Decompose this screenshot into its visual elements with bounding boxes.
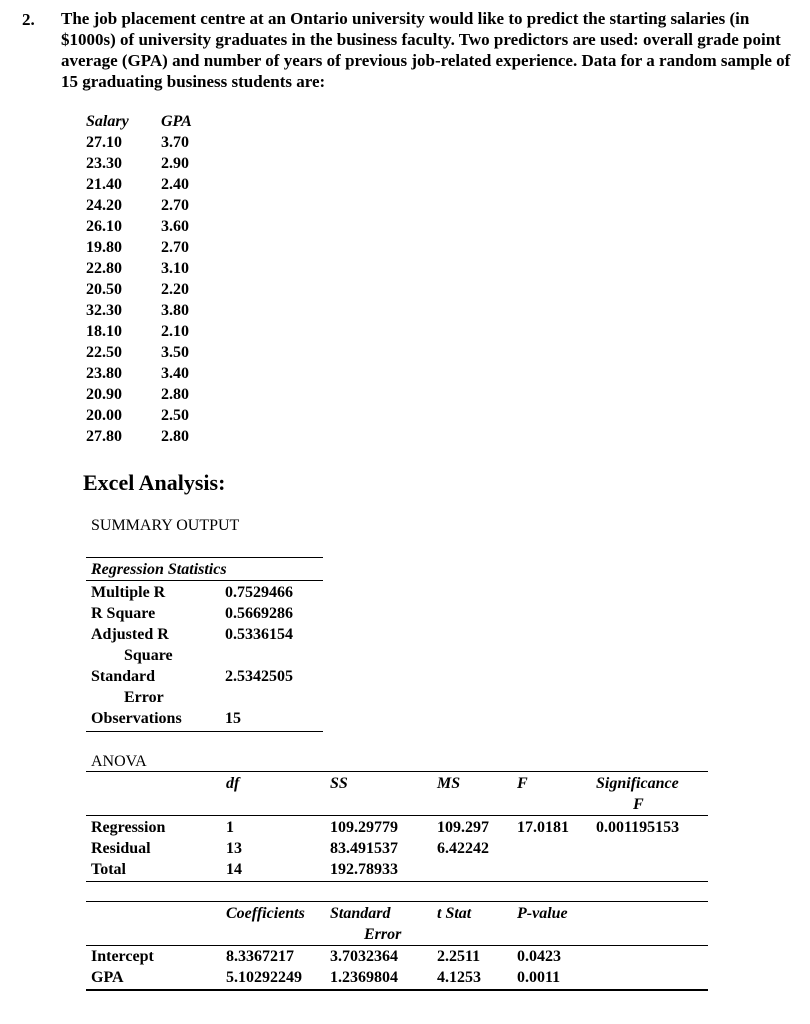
salary-cell: 23.80	[86, 365, 122, 382]
ms-header: MS	[437, 775, 461, 792]
intercept-coefficient: 8.3367217	[226, 948, 294, 965]
intercept-t-stat: 2.2511	[437, 948, 481, 965]
salary-cell: 19.80	[86, 239, 122, 256]
regression-significance: 0.001195153	[596, 819, 680, 836]
excel-analysis-title: Excel Analysis:	[83, 470, 226, 495]
gpa-cell: 2.10	[161, 323, 189, 340]
gpa-cell: 3.60	[161, 218, 189, 235]
table-rule	[86, 815, 708, 816]
intercept-p-value: 0.0423	[517, 948, 561, 965]
residual-ms: 6.42242	[437, 840, 489, 857]
multiple-r-label: Multiple R	[91, 584, 166, 601]
table-rule	[86, 557, 323, 558]
regression-row-label: Regression	[91, 819, 166, 836]
table-rule	[86, 945, 708, 946]
t-stat-header: t Stat	[437, 905, 472, 922]
gpa-cell: 2.70	[161, 197, 189, 214]
table-rule	[86, 580, 323, 581]
table-rule	[86, 731, 323, 732]
observations-value: 15	[225, 710, 241, 727]
regression-statistics-header: Regression Statistics	[91, 561, 227, 578]
adjusted-r-label: Adjusted R	[91, 626, 169, 643]
regression-ms: 109.297	[437, 819, 489, 836]
standard-error-header-cont: Error	[364, 926, 402, 943]
gpa-cell: 3.40	[161, 365, 189, 382]
gpa-cell: 3.80	[161, 302, 189, 319]
gpa-cell: 2.40	[161, 176, 189, 193]
salary-cell: 20.50	[86, 281, 122, 298]
gpa-row-label: GPA	[91, 969, 124, 986]
gpa-cell: 2.70	[161, 239, 189, 256]
gpa-cell: 2.80	[161, 428, 189, 445]
salary-cell: 27.80	[86, 428, 122, 445]
observations-label: Observations	[91, 710, 182, 727]
anova-title: ANOVA	[91, 753, 147, 770]
r-square-value: 0.5669286	[225, 605, 293, 622]
regression-df: 1	[226, 819, 234, 836]
gpa-standard-error: 1.2369804	[330, 969, 398, 986]
f-header: F	[517, 775, 528, 792]
salary-cell: 24.20	[86, 197, 122, 214]
intercept-standard-error: 3.7032364	[330, 948, 398, 965]
question-text: The job placement centre at an Ontario university would like to predict the starting salaries (in $1000s) of university graduates in the business faculty. Two predictors are used: overall grade point average (GPA) and number of years of previous job-related experience. Data for a random sample of 15 graduating business students are:	[61, 9, 791, 91]
residual-ss: 83.491537	[330, 840, 398, 857]
residual-df: 13	[226, 840, 242, 857]
salary-header: Salary	[86, 113, 129, 130]
significance-header-cont: F	[633, 796, 644, 813]
total-row-label: Total	[91, 861, 126, 878]
total-df: 14	[226, 861, 242, 878]
gpa-cell: 3.10	[161, 260, 189, 277]
gpa-cell: 3.50	[161, 344, 189, 361]
salary-cell: 18.10	[86, 323, 122, 340]
standard-error-label: Standard	[91, 668, 156, 685]
salary-cell: 21.40	[86, 176, 122, 193]
adjusted-r-label-cont: Square	[124, 647, 173, 664]
question-number: 2.	[22, 10, 35, 29]
gpa-cell: 2.20	[161, 281, 189, 298]
gpa-cell: 2.50	[161, 407, 189, 424]
ss-header: SS	[330, 775, 348, 792]
standard-error-label-cont: Error	[124, 689, 164, 706]
salary-cell: 22.50	[86, 344, 122, 361]
coefficients-header: Coefficients	[226, 905, 305, 922]
table-rule	[86, 901, 708, 902]
salary-cell: 23.30	[86, 155, 122, 172]
summary-output-label: SUMMARY OUTPUT	[91, 517, 240, 534]
adjusted-r-value: 0.5336154	[225, 626, 293, 643]
multiple-r-value: 0.7529466	[225, 584, 293, 601]
residual-row-label: Residual	[91, 840, 151, 857]
salary-cell: 32.30	[86, 302, 122, 319]
table-rule	[86, 989, 708, 991]
standard-error-value: 2.5342505	[225, 668, 293, 685]
gpa-cell: 2.90	[161, 155, 189, 172]
regression-ss: 109.29779	[330, 819, 398, 836]
salary-cell: 26.10	[86, 218, 122, 235]
intercept-row-label: Intercept	[91, 948, 154, 965]
table-rule	[86, 881, 708, 882]
regression-f: 17.0181	[517, 819, 569, 836]
gpa-header: GPA	[161, 113, 192, 130]
gpa-coefficient: 5.10292249	[226, 969, 302, 986]
significance-header: Significance	[596, 775, 679, 792]
salary-cell: 27.10	[86, 134, 122, 151]
df-header: df	[226, 775, 240, 792]
gpa-cell: 3.70	[161, 134, 189, 151]
gpa-cell: 2.80	[161, 386, 189, 403]
p-value-header: P-value	[517, 905, 568, 922]
table-rule	[86, 771, 708, 772]
total-ss: 192.78933	[330, 861, 398, 878]
standard-error-header: Standard	[330, 905, 391, 922]
gpa-p-value: 0.0011	[517, 969, 561, 986]
salary-cell: 22.80	[86, 260, 122, 277]
salary-cell: 20.00	[86, 407, 122, 424]
salary-cell: 20.90	[86, 386, 122, 403]
gpa-t-stat: 4.1253	[437, 969, 481, 986]
r-square-label: R Square	[91, 605, 156, 622]
